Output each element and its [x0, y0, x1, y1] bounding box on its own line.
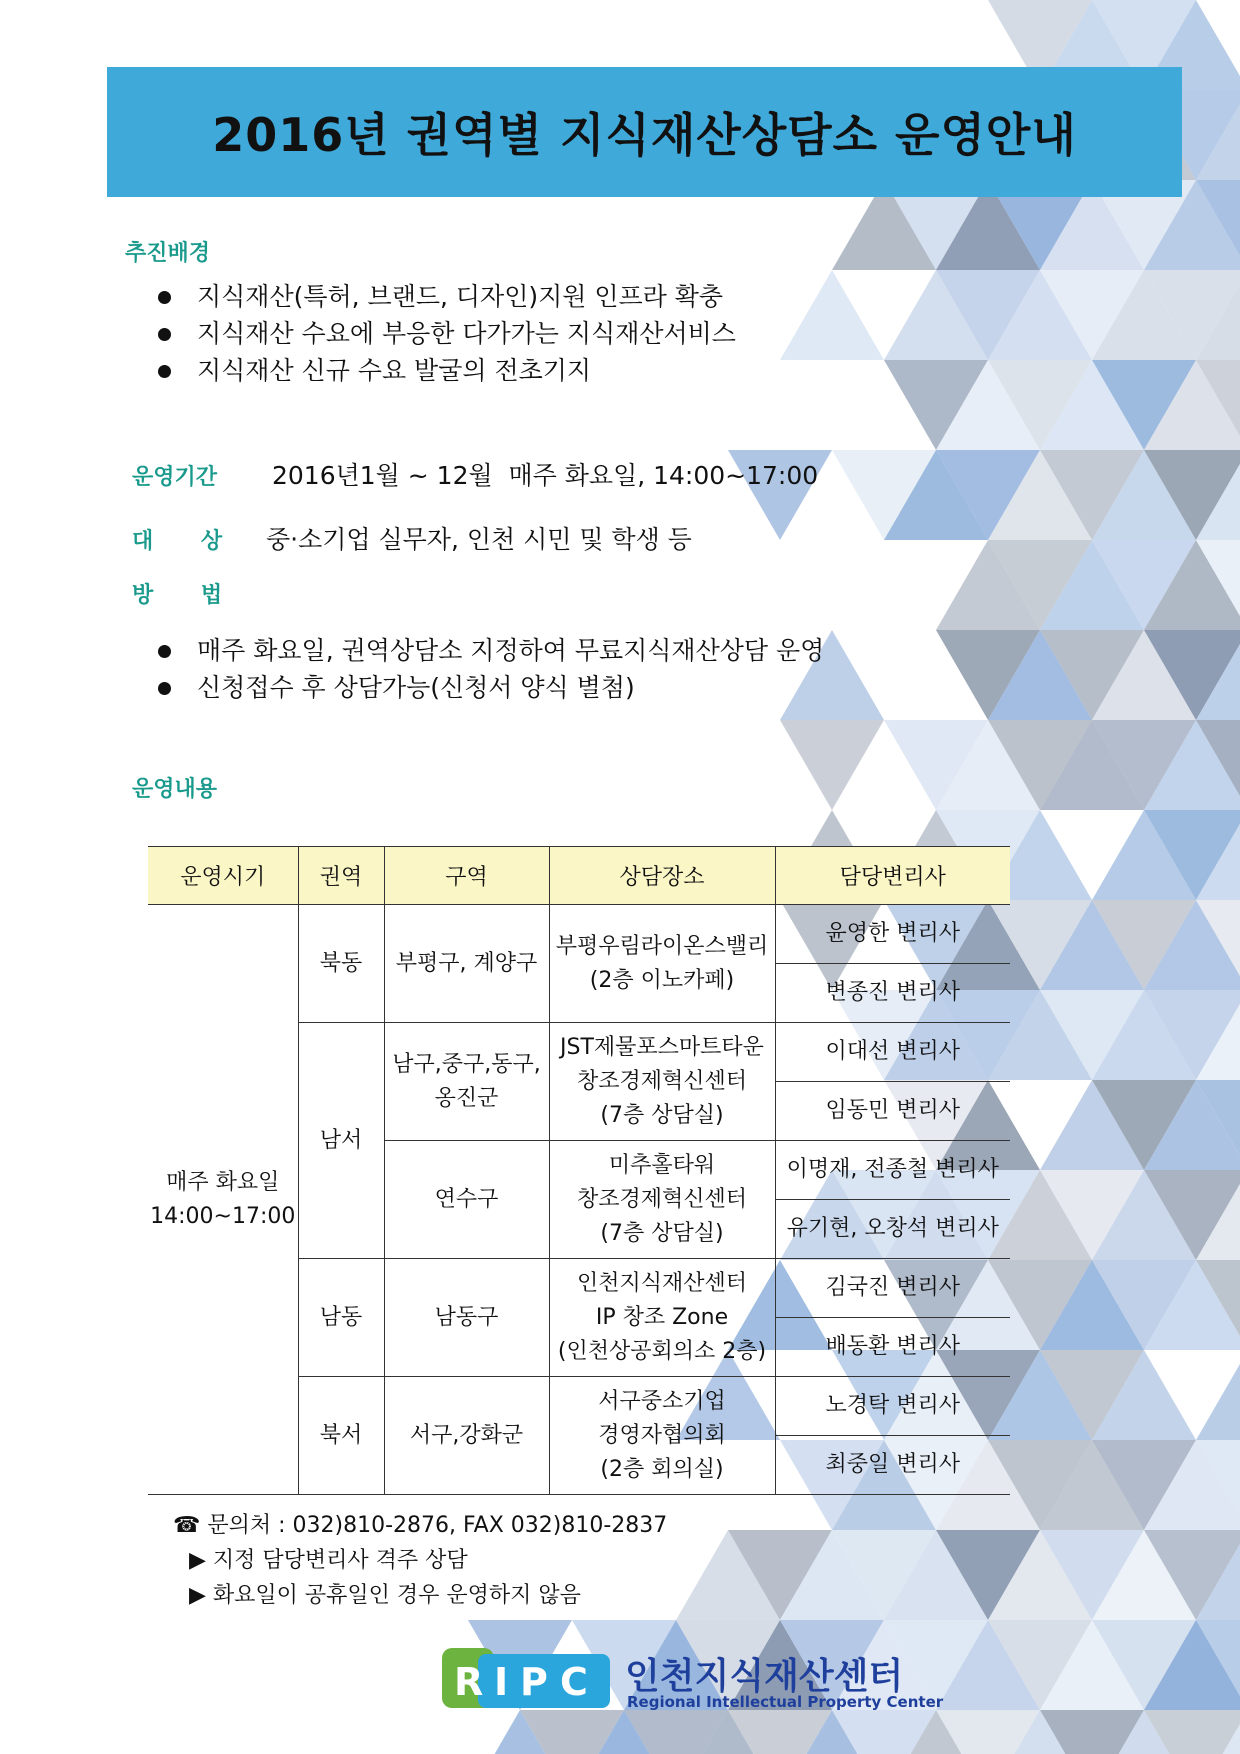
lawyer-cell: 이대선 변리사 — [775, 1023, 1010, 1082]
background-triangle — [780, 270, 884, 360]
list-item: 매주 화요일, 권역상담소 지정하여 무료지식재산상담 운영 — [152, 632, 824, 669]
place-cell: JST제물포스마트타운 창조경제혁신센터 (7층 상담실) — [549, 1023, 775, 1141]
list-item: 지식재산(특허, 브랜드, 디자인)지원 인프라 확충 — [152, 278, 736, 315]
period-label: 운영기간 — [132, 465, 218, 490]
place-cell: 부평우림라이온스밸리 (2층 이노카페) — [549, 905, 775, 1023]
target-label: 대 상 — [132, 529, 223, 554]
operation-heading: 운영내용 — [132, 777, 218, 802]
contact-line: ☎ 문의처 : 032)810-2876, FAX 032)810-2837 — [173, 1513, 668, 1538]
background-heading: 추진배경 — [125, 241, 211, 266]
table-row — [148, 905, 1010, 964]
bullet-icon — [158, 291, 171, 304]
bullet-icon — [158, 328, 171, 341]
lawyer-cell: 최중일 변리사 — [775, 1436, 1010, 1495]
lawyer-cell: 유기현, 오창석 변리사 — [775, 1200, 1010, 1259]
background-triangle — [1196, 1350, 1240, 1440]
table-header-row — [148, 847, 1010, 905]
logo-letter: C — [560, 1660, 588, 1704]
operation-table — [148, 846, 1010, 1495]
table-header: 담당변리사 — [775, 847, 1010, 905]
note-line: ▶ 화요일이 공휴일인 경우 운영하지 않음 — [189, 1583, 581, 1608]
region-cell: 남동 — [298, 1259, 384, 1377]
table-header: 구역 — [384, 847, 549, 905]
logo-name-english: Regional Intellectual Property Center — [627, 1693, 944, 1711]
district-cell: 서구,강화군 — [384, 1377, 549, 1495]
lawyer-cell: 배동환 변리사 — [775, 1318, 1010, 1377]
district-cell: 남구,중구,동구, 옹진군 — [384, 1023, 549, 1141]
table-header: 권역 — [298, 847, 384, 905]
background-list — [152, 278, 736, 389]
district-cell: 부평구, 계양구 — [384, 905, 549, 1023]
place-cell: 미추홀타워 창조경제혁신센터 (7층 상담실) — [549, 1141, 775, 1259]
table-header: 상담장소 — [549, 847, 775, 905]
logo-letter: R — [454, 1660, 484, 1704]
method-list — [152, 632, 824, 706]
bullet-icon — [158, 365, 171, 378]
lawyer-cell: 윤영한 변리사 — [775, 905, 1010, 964]
list-item: 신청접수 후 상담가능(신청서 양식 별첨) — [152, 669, 824, 706]
target-value: 중‧소기업 실무자, 인천 시민 및 학생 등 — [266, 525, 692, 554]
lawyer-cell: 임동민 변리사 — [775, 1082, 1010, 1141]
time-cell: 매주 화요일 14:00~17:00 — [148, 905, 298, 1495]
period-value: 2016년1월 ~ 12월 매주 화요일, 14:00~17:00 — [272, 461, 819, 490]
region-cell: 북서 — [298, 1377, 384, 1495]
lawyer-cell: 노경탁 변리사 — [775, 1377, 1010, 1436]
method-label: 방 법 — [132, 583, 223, 608]
logo-name-korean: 인천지식재산센터 — [625, 1656, 904, 1697]
note-line: ▶ 지정 담당변리사 격주 상담 — [189, 1548, 468, 1573]
lawyer-cell: 이명재, 전종철 변리사 — [775, 1141, 1010, 1200]
lawyer-cell: 변종진 변리사 — [775, 964, 1010, 1023]
region-cell: 남서 — [298, 1023, 384, 1259]
ripc-logo-mark — [442, 1648, 610, 1708]
logo-letter: I — [494, 1660, 509, 1704]
lawyer-cell: 김국진 변리사 — [775, 1259, 1010, 1318]
background-triangle — [780, 720, 884, 810]
bullet-icon — [158, 682, 171, 695]
region-cell: 북동 — [298, 905, 384, 1023]
title-banner — [107, 67, 1182, 197]
contact-block — [173, 1508, 667, 1613]
place-cell: 인천지식재산센터 IP 창조 Zone (인천상공회의소 2층) — [549, 1259, 775, 1377]
list-item: 지식재산 수요에 부응한 다가가는 지식재산서비스 — [152, 315, 736, 352]
district-cell: 연수구 — [384, 1141, 549, 1259]
logo-letter: P — [520, 1660, 548, 1704]
district-cell: 남동구 — [384, 1259, 549, 1377]
table-header: 운영시기 — [148, 847, 298, 905]
bullet-icon — [158, 645, 171, 658]
list-item: 지식재산 신규 수요 발굴의 전초기지 — [152, 352, 736, 389]
page-title: 2016년 권역별 지식재산상담소 운영안내 — [212, 108, 1077, 162]
place-cell: 서구중소기업 경영자협의회 (2층 회의실) — [549, 1377, 775, 1495]
